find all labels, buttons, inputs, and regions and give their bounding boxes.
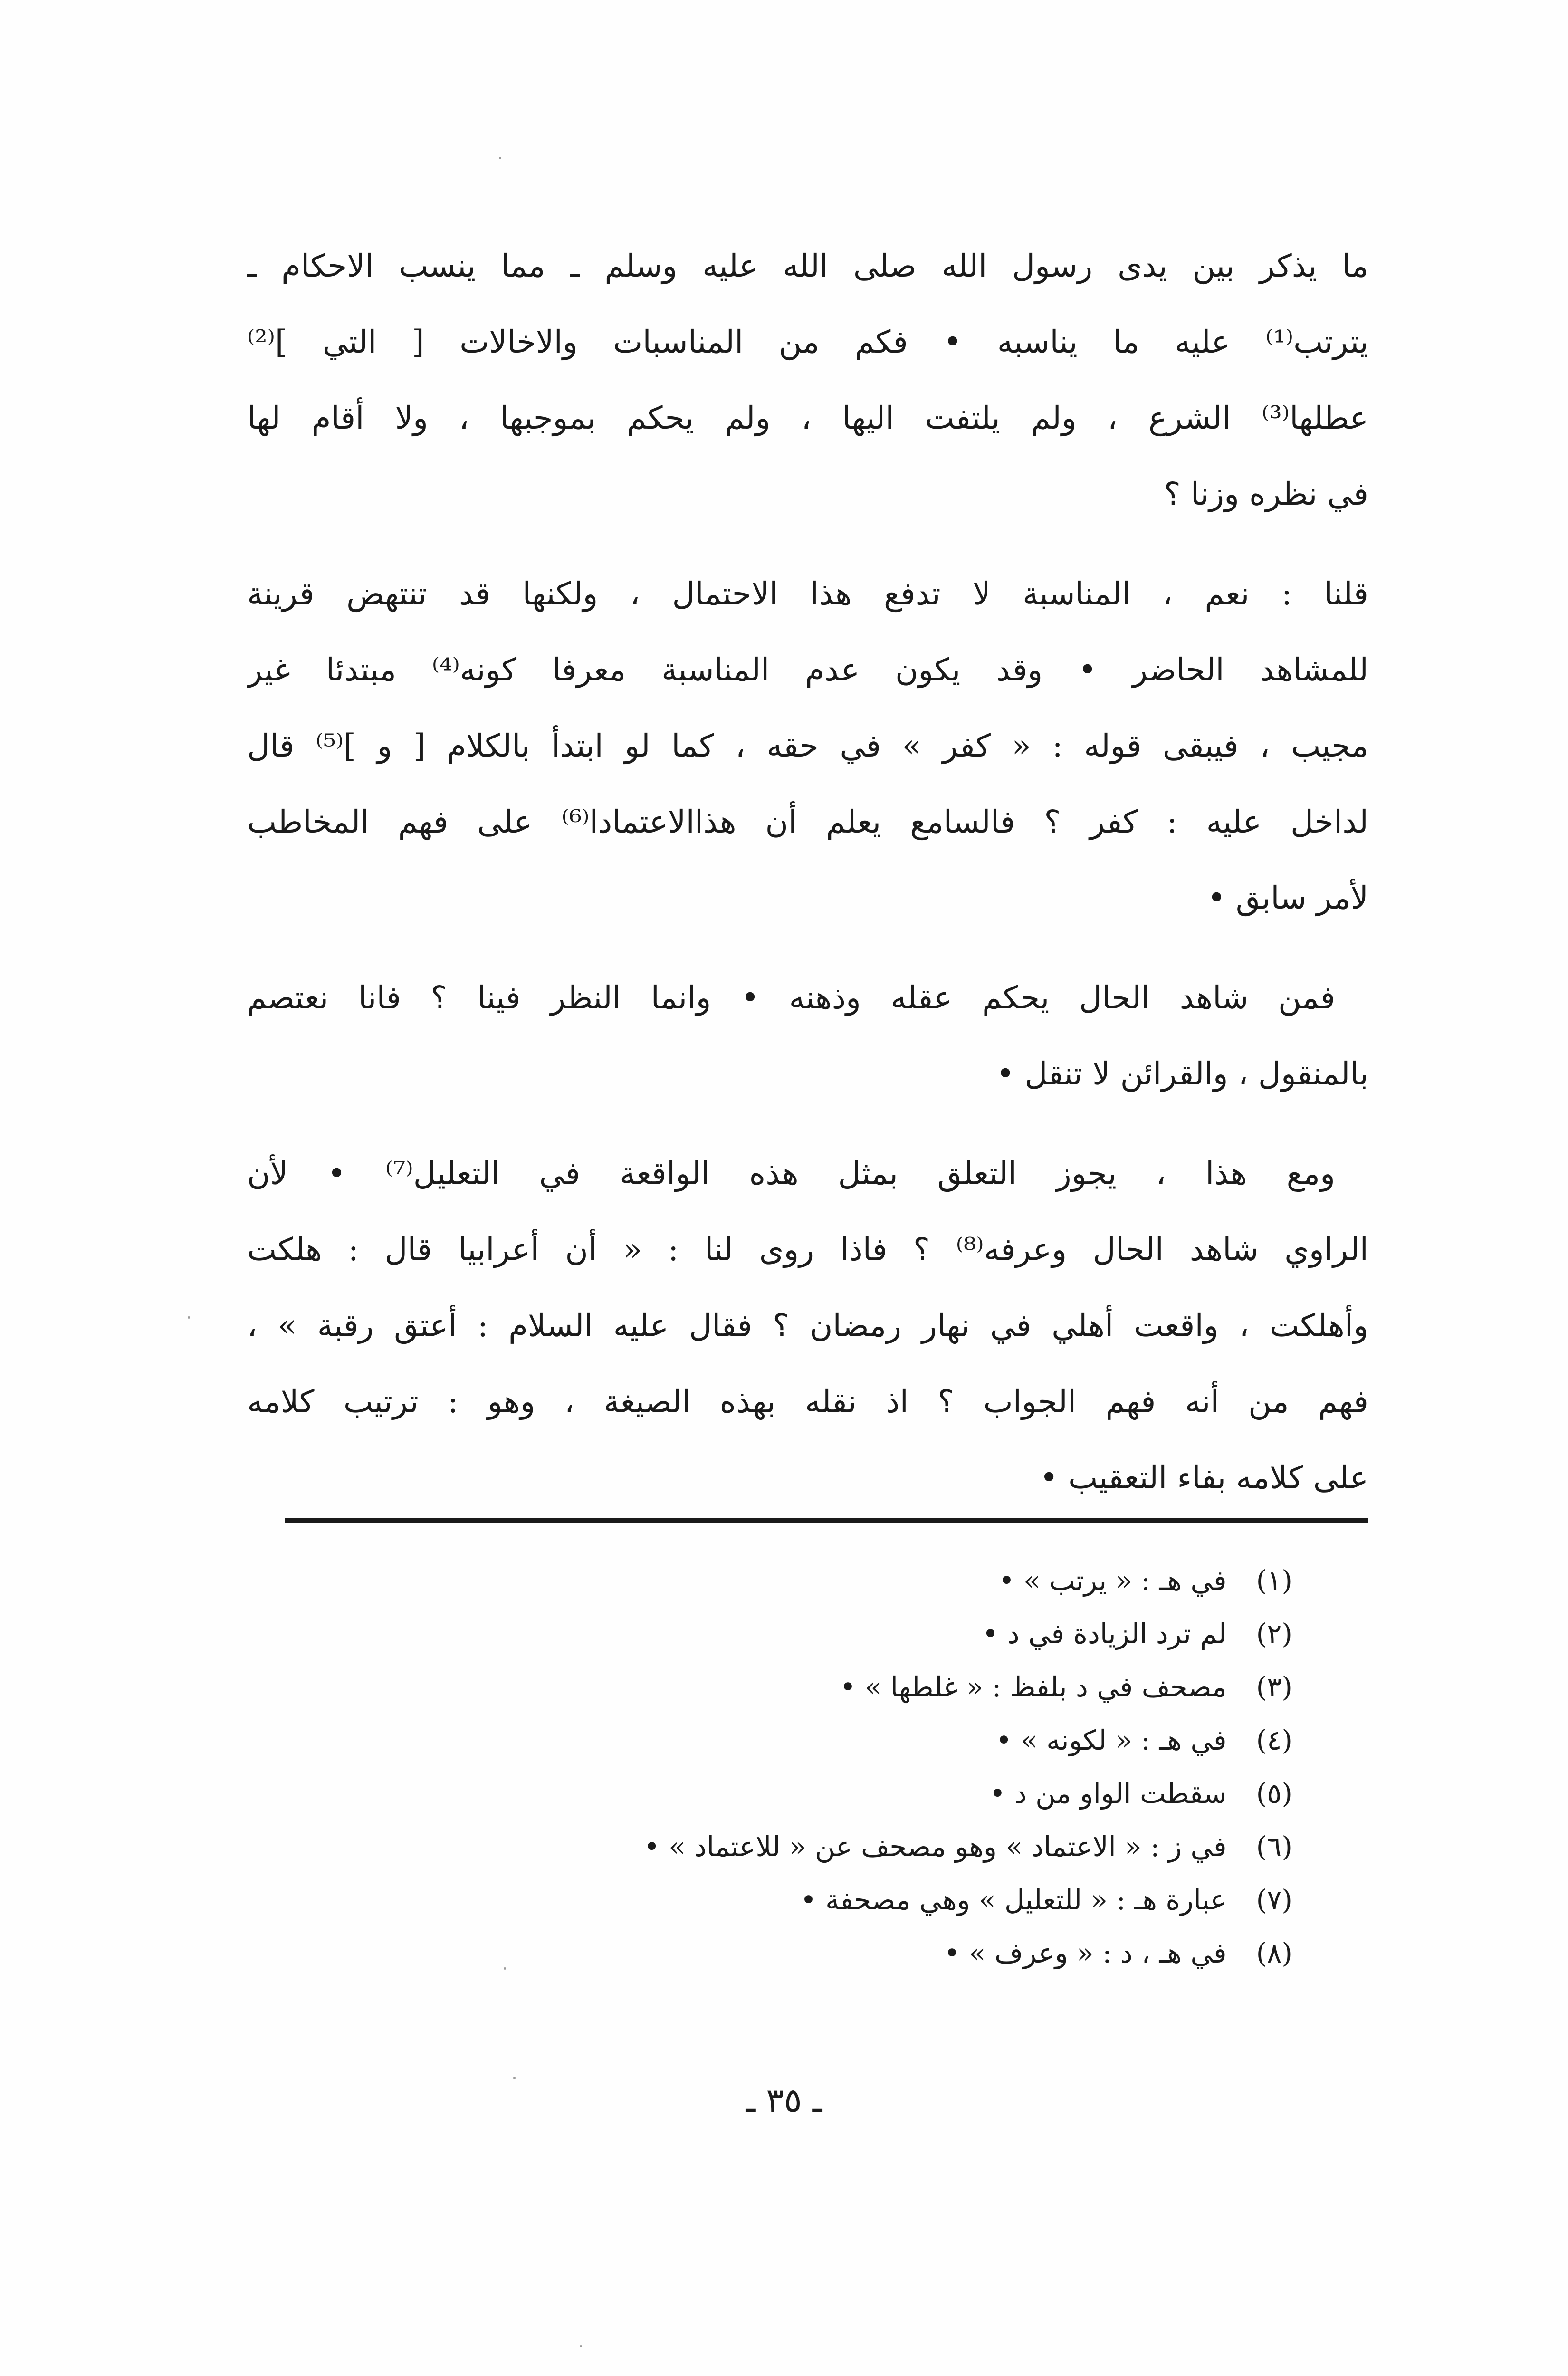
footnote-text: عبارة هـ : « للتعليل » وهي مصحفة • [800,1884,1227,1916]
paragraph-2 [247,556,1368,936]
page-number: ـ ٣٥ ـ [746,2081,822,2120]
text-line: قلنا : نعم ، المناسبة لا تدفع هذا الاحتمال ، ولكنها قد تنتهض قرينة [247,575,1368,612]
text-line: فهم من أنه فهم الجواب ؟ اذ نقله بهذه الصيغة ، وهو : ترتيب كلامه [247,1383,1368,1420]
paragraph-1 [247,228,1368,532]
text-line: ومع هذا ، يجوز التعلق بمثل هذه الواقعة في التعليل⁽⁷⁾ • لأن [247,1155,1335,1192]
footnote [295,1873,1292,1926]
footnote [295,1767,1292,1820]
footnote-text: مصحف في د بلفظ : « غلطها » • [840,1671,1227,1703]
footnote-number: (٤) [1256,1724,1292,1756]
footnote-number: (٧) [1256,1884,1292,1916]
scan-speck [580,2345,582,2347]
text-line: فمن شاهد الحال يحكم عقله وذهنه • وانما النظر فينا ؟ فانا نعتصم [247,979,1335,1016]
text-line: لأمر سابق • [1207,880,1368,916]
text-line: يترتب⁽¹⁾ عليه ما يناسبه • فكم من المناسبات والاخالات [ التي ]⁽²⁾ [247,324,1368,360]
footnote-separator [285,1518,1368,1523]
footnote-text: لم ترد الزيادة في د • [982,1618,1227,1650]
footnote-text: في هـ : « لكونه » • [995,1724,1227,1756]
paragraph-3 [247,960,1368,1112]
main-text [247,228,1368,1540]
footnote-number: (٦) [1256,1830,1292,1863]
footnote [295,1554,1292,1607]
footnote-text: في هـ ، د : « وعرف » • [944,1937,1227,1969]
footnote [295,1714,1292,1767]
scan-speck [188,1316,190,1319]
footnote-number: (٢) [1256,1618,1292,1650]
text-line: عطلها⁽³⁾ الشرع ، ولم يلتفت اليها ، ولم يحكم بموجبها ، ولا أقام لها [247,400,1368,436]
footnote-text: في هـ : « يرتب » • [998,1564,1227,1597]
footnote [295,1926,1292,1980]
footnote [295,1607,1292,1660]
scan-speck [499,157,501,159]
text-line: وأهلكت ، واقعت أهلي في نهار رمضان ؟ فقال عليه السلام : أعتق رقبة » ، [247,1307,1368,1344]
text-line: ما يذكر بين يدى رسول الله صلى الله عليه وسلم ـ مما ينسب الاحكام ـ [247,248,1368,284]
footnote-number: (٣) [1256,1671,1292,1703]
footnote-number: (٨) [1256,1937,1292,1969]
footnote [295,1820,1292,1873]
text-line: لداخل عليه : كفر ؟ فالسامع يعلم أن هذاالاعتمادا⁽⁶⁾ على فهم المخاطب [247,804,1368,840]
text-line: في نظره وزنا ؟ [1164,476,1368,512]
text-line: مجيب ، فيبقى قوله : « كفر » في حقه ، كما لو ابتدأ بالكلام [ و ]⁽⁵⁾ قال [247,728,1368,764]
footnote [295,1660,1292,1714]
text-line: على كلامه بفاء التعقيب • [1040,1459,1368,1496]
footnote-text: سقطت الواو من د • [989,1777,1227,1810]
footnote-number: (١) [1256,1564,1292,1597]
text-line: بالمنقول ، والقرائن لا تنقل • [996,1055,1368,1092]
footnote-number: (٥) [1256,1777,1292,1810]
text-line: الراوي شاهد الحال وعرفه⁽⁸⁾ ؟ فاذا روى لنا : « أن أعرابيا قال : هلكت [247,1231,1368,1268]
paragraph-4 [247,1136,1368,1516]
footnote-text: في ز : « الاعتماد » وهو مصحف عن « للاعتماد » • [643,1830,1227,1863]
footnotes [295,1554,1292,1980]
text-line: للمشاهد الحاضر • وقد يكون عدم المناسبة معرفا كونه⁽⁴⁾ مبتدئا غير [247,651,1368,688]
